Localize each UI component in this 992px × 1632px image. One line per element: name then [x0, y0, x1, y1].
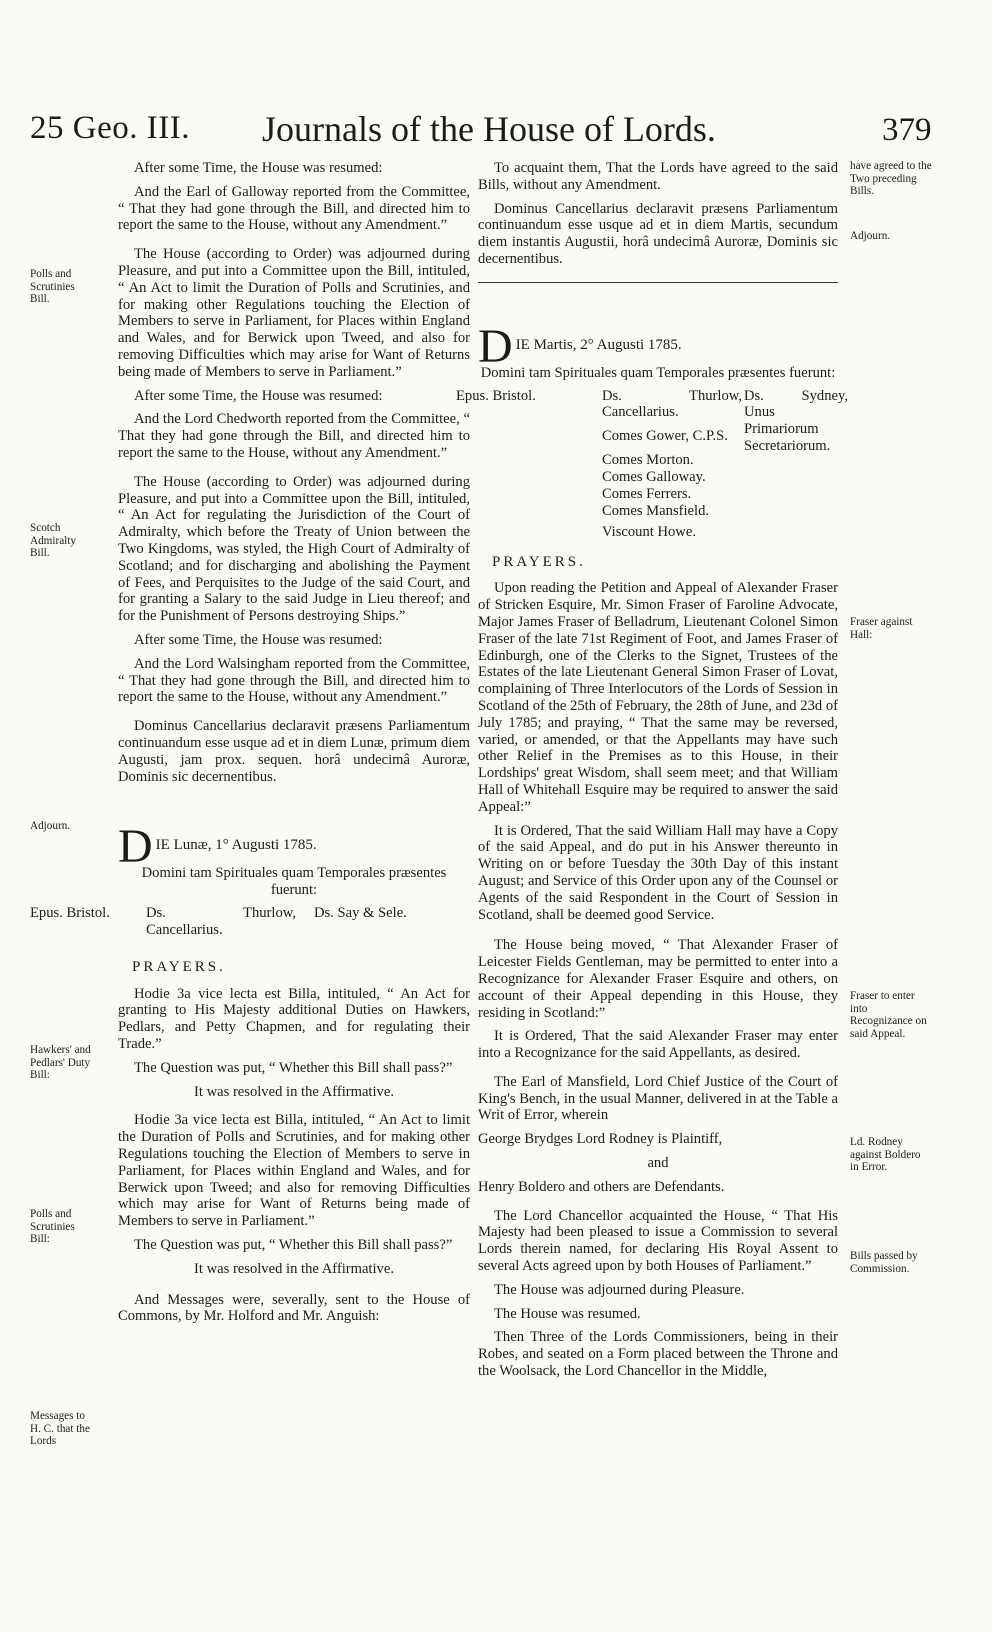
- paragraph: The Earl of Mansfield, Lord Chief Justice of the Court of King's Bench, in the usual Manner, delivered in at the Table a Writ of Error, wherein: [478, 1073, 838, 1124]
- paragraph: Then Three of the Lords Commissioners, being in their Robes, and seated on a Form placed between the Throne and the Woolsack, the Lord Chancellor in the Middle,: [478, 1329, 838, 1380]
- page-header: [0, 108, 992, 152]
- paragraph: After some Time, the House was resumed:: [134, 387, 383, 404]
- margin-note-fraser-recog: Fraser to enter into Recognizance on said Appeal.: [850, 990, 927, 1040]
- paragraph: And the Lord Walsingham reported from the Committee, “ That they had gone through the Bill, and directed him to report the same to the House, without any Amendment.”: [118, 655, 470, 706]
- paragraph: And the Lord Chedworth reported from the Committee, “ That they had gone through the Bill, and directed him to report the same to the House, without any Amendment.”: [118, 411, 470, 461]
- question: The Question was put, “ Whether this Bill shall pass?”: [134, 1237, 453, 1254]
- paragraph: The House was resumed.: [494, 1305, 641, 1322]
- paragraph: Hodie 3a vice lecta est Billa, intituled, “ An Act to limit the Duration of Polls and Scrutinies, and for making other Regulations touching the Election of Members to serve in Parliament, for Places within England and Wales, and for Berwick upon Tweed; and also for removing Difficulties which may arise for Want of Returns being made of Members to serve in Parliament.”: [118, 1112, 470, 1230]
- day-heading-monday: [118, 820, 470, 874]
- attendee: Epus. Bristol.: [456, 387, 536, 404]
- paragraph: Hodie 3a vice lecta est Billa, intituled, “ An Act for granting to His Majesty additional Duties on Hawkers, Pedlars, and Petty Chapmen, and for regulating their Trade.”: [118, 985, 470, 1053]
- journal-title: Journals of the House of Lords.: [262, 109, 716, 149]
- prayers-heading: PRAYERS.: [492, 553, 586, 570]
- margin-note-adjourn: Adjourn.: [30, 820, 71, 832]
- attendee: Comes Ferrers.: [602, 485, 692, 502]
- margin-note-agreed: have agreed to the Two preceding Bills.: [850, 160, 932, 198]
- paragraph: Upon reading the Petition and Appeal of Alexander Fraser of Stricken Esquire, Mr. Simon Fraser of Faroline Advocate, Major James Fraser of Belladrum, Lieutenant Colonel Simon Fraser of the late 71st Regiment of Foot, and James Fraser of Edinburgh, one of the Clerks to the Signet, Trustees of the Estates of the late Lieutenant General Simon Fraser of Lovat, complaining of Three Interlocutors of the Lords of Session in Scotland of the 25th of February, the 28th of June, and 23d of July 1785; and praying, “ That the same may be reversed, varied, or amended, or that the Appellants may have such other Relief in the Premises as to this House, in their Lordships' great Wisdom, shall seem meet; and that William Hall of Whitehall Esquire may be required to answer the said Appeal:”: [478, 580, 838, 815]
- prayers-heading: PRAYERS.: [132, 958, 226, 975]
- paragraph: And Messages were, severally, sent to the House of Commons, by Mr. Holford and Mr. Anguish:: [118, 1291, 470, 1325]
- regnal-year: 25 Geo. III.: [30, 110, 190, 146]
- day-date: IE Lunæ, 1° Augusti 1785.: [155, 837, 317, 854]
- resolution: It was resolved in the Affirmative.: [194, 1083, 394, 1100]
- paragraph: The House being moved, “ That Alexander Fraser of Leicester Fields Gentleman, may be permitted to enter into a Recognizance for Alexander Fraser Esquire and others, on account of their Appeal depending in this House, they residing in Scotland:”: [478, 937, 838, 1021]
- writ-party: George Brydges Lord Rodney is Plaintiff,: [478, 1131, 723, 1148]
- paragraph: To acquaint them, That the Lords have agreed to the said Bills, without any Amendment.: [478, 160, 838, 193]
- writ-party: Henry Boldero and others are Defendants.: [478, 1178, 725, 1195]
- margin-note-polls: Polls and Scrutinies Bill.: [30, 268, 75, 306]
- paragraph: The Lord Chancellor acquainted the House, “ That His Majesty had been pleased to issue a Commission to several Lords therein named, for declaring His Royal Assent to several Acts agreed upon by both Houses of Parliament.”: [478, 1207, 838, 1275]
- writ-conjunction: and: [647, 1155, 669, 1172]
- attendee: Ds. Thurlow, Cancellarius.: [602, 387, 742, 421]
- margin-note-hawkers: Hawkers' and Pedlars' Duty Bill:: [30, 1044, 91, 1082]
- margin-note-rodney: Ld. Rodney against Boldero in Error.: [850, 1136, 921, 1174]
- paragraph: After some Time, the House was resumed:: [134, 160, 383, 176]
- resolution: It was resolved in the Affirmative.: [194, 1260, 394, 1277]
- right-column: [456, 160, 848, 1387]
- presence-line: Domini tam Spirituales quam Temporales præsentes fuerunt:: [480, 364, 836, 381]
- order-paragraph: It is Ordered, That the said Alexander Fraser may enter into a Recognizance for the said Appellants, as desired.: [478, 1028, 838, 1062]
- attendee: Ds. Sydney, Unus Primariorum Secretariorum.: [744, 387, 848, 454]
- paragraph: The House (according to Order) was adjourned during Pleasure, and put into a Committee upon the Bill, intituled, “ An Act to limit the Duration of Polls and Scrutinies, and for making other Regulations touching the Election of Members to serve in Parliament, for Places within England and Wales, and for Berwick upon Tweed, and also for removing Difficulties which may arise for Want of Returns being made of Members to serve in Parliament.”: [118, 246, 470, 380]
- paragraph: The House (according to Order) was adjourned during Pleasure, and put into a Committee upon the Bill, intituled, “ An Act for regulating the Jurisdiction of the Court of Admiralty, which before the Treaty of Union between the Two Kingdoms, was styled, the High Court of Admiralty of Scotland; and for discharging and abolishing the Payment of Fees, and Perquisites to the Judge of the said Court, and for granting a Salary to the said Judge in Lieu thereof; and for the Punishment of Persons destroying Ships.”: [118, 473, 470, 625]
- drop-cap: D: [118, 820, 153, 874]
- margin-note-fraser-hall: Fraser against Hall:: [850, 616, 913, 641]
- attendee: Comes Gower, C.P.S.: [602, 427, 728, 444]
- presence-line: Domini tam Spirituales quam Temporales præsentes fuerunt:: [141, 865, 447, 899]
- page-number: 379: [882, 112, 932, 148]
- attendee: Ds. Thurlow, Cancellarius.: [146, 904, 296, 938]
- paragraph: After some Time, the House was resumed:: [134, 631, 383, 648]
- drop-cap: D: [478, 319, 513, 373]
- attendee: Comes Morton.: [602, 451, 694, 468]
- margin-note-polls-2: Polls and Scrutinies Bill:: [30, 1208, 75, 1246]
- adjournment-latin: Dominus Cancellarius declaravit præsens Parliamentum continuandum esse usque ad et in diem Lunæ, primum diem Augusti, jam prox. sequen. horâ undecimâ Auroræ, Dominis sic decernentibus.: [118, 718, 470, 785]
- margin-note-scotch: Scotch Admiralty Bill.: [30, 522, 76, 560]
- question: The Question was put, “ Whether this Bill shall pass?”: [134, 1059, 453, 1076]
- attendee: Viscount Howe.: [602, 523, 696, 540]
- attendee: Comes Galloway.: [602, 468, 706, 485]
- attendee: Ds. Say & Sele.: [314, 904, 407, 921]
- order-paragraph: It is Ordered, That the said William Hall may have a Copy of the said Appeal, and do put in his Answer thereunto in Writing on or before Tuesday the 30th Day of this instant August; and Service of this Order upon any of the Counsel or Agents of the said Respondent in the Court of Session in Scotland, shall be deemed good Service.: [478, 822, 838, 923]
- attendance-list: [30, 904, 470, 945]
- margin-note-adjourn-r: Adjourn.: [850, 230, 891, 242]
- attendee: Epus. Bristol.: [30, 904, 110, 921]
- adjournment-latin: Dominus Cancellarius declaravit præsens Parliamentum continuandum esse usque ad et in diem Martis, secundum diem instantis Augustii, horâ undecimâ Auroræ, Dominis sic decernentibus.: [478, 200, 838, 267]
- section-rule: [478, 282, 838, 283]
- margin-note-messages: Messages to H. C. that the Lords: [30, 1410, 90, 1448]
- attendee: Comes Mansfield.: [602, 502, 710, 519]
- attendance-list: [456, 387, 848, 540]
- paragraph: The House was adjourned during Pleasure.: [494, 1281, 745, 1298]
- paragraph: And the Earl of Galloway reported from the Committee, “ That they had gone through the Bill, and directed him to report the same to the House, without any Amendment.”: [118, 183, 470, 234]
- day-date: IE Martis, 2° Augusti 1785.: [515, 336, 682, 353]
- margin-note-bills-passed: Bills passed by Commission.: [850, 1250, 918, 1275]
